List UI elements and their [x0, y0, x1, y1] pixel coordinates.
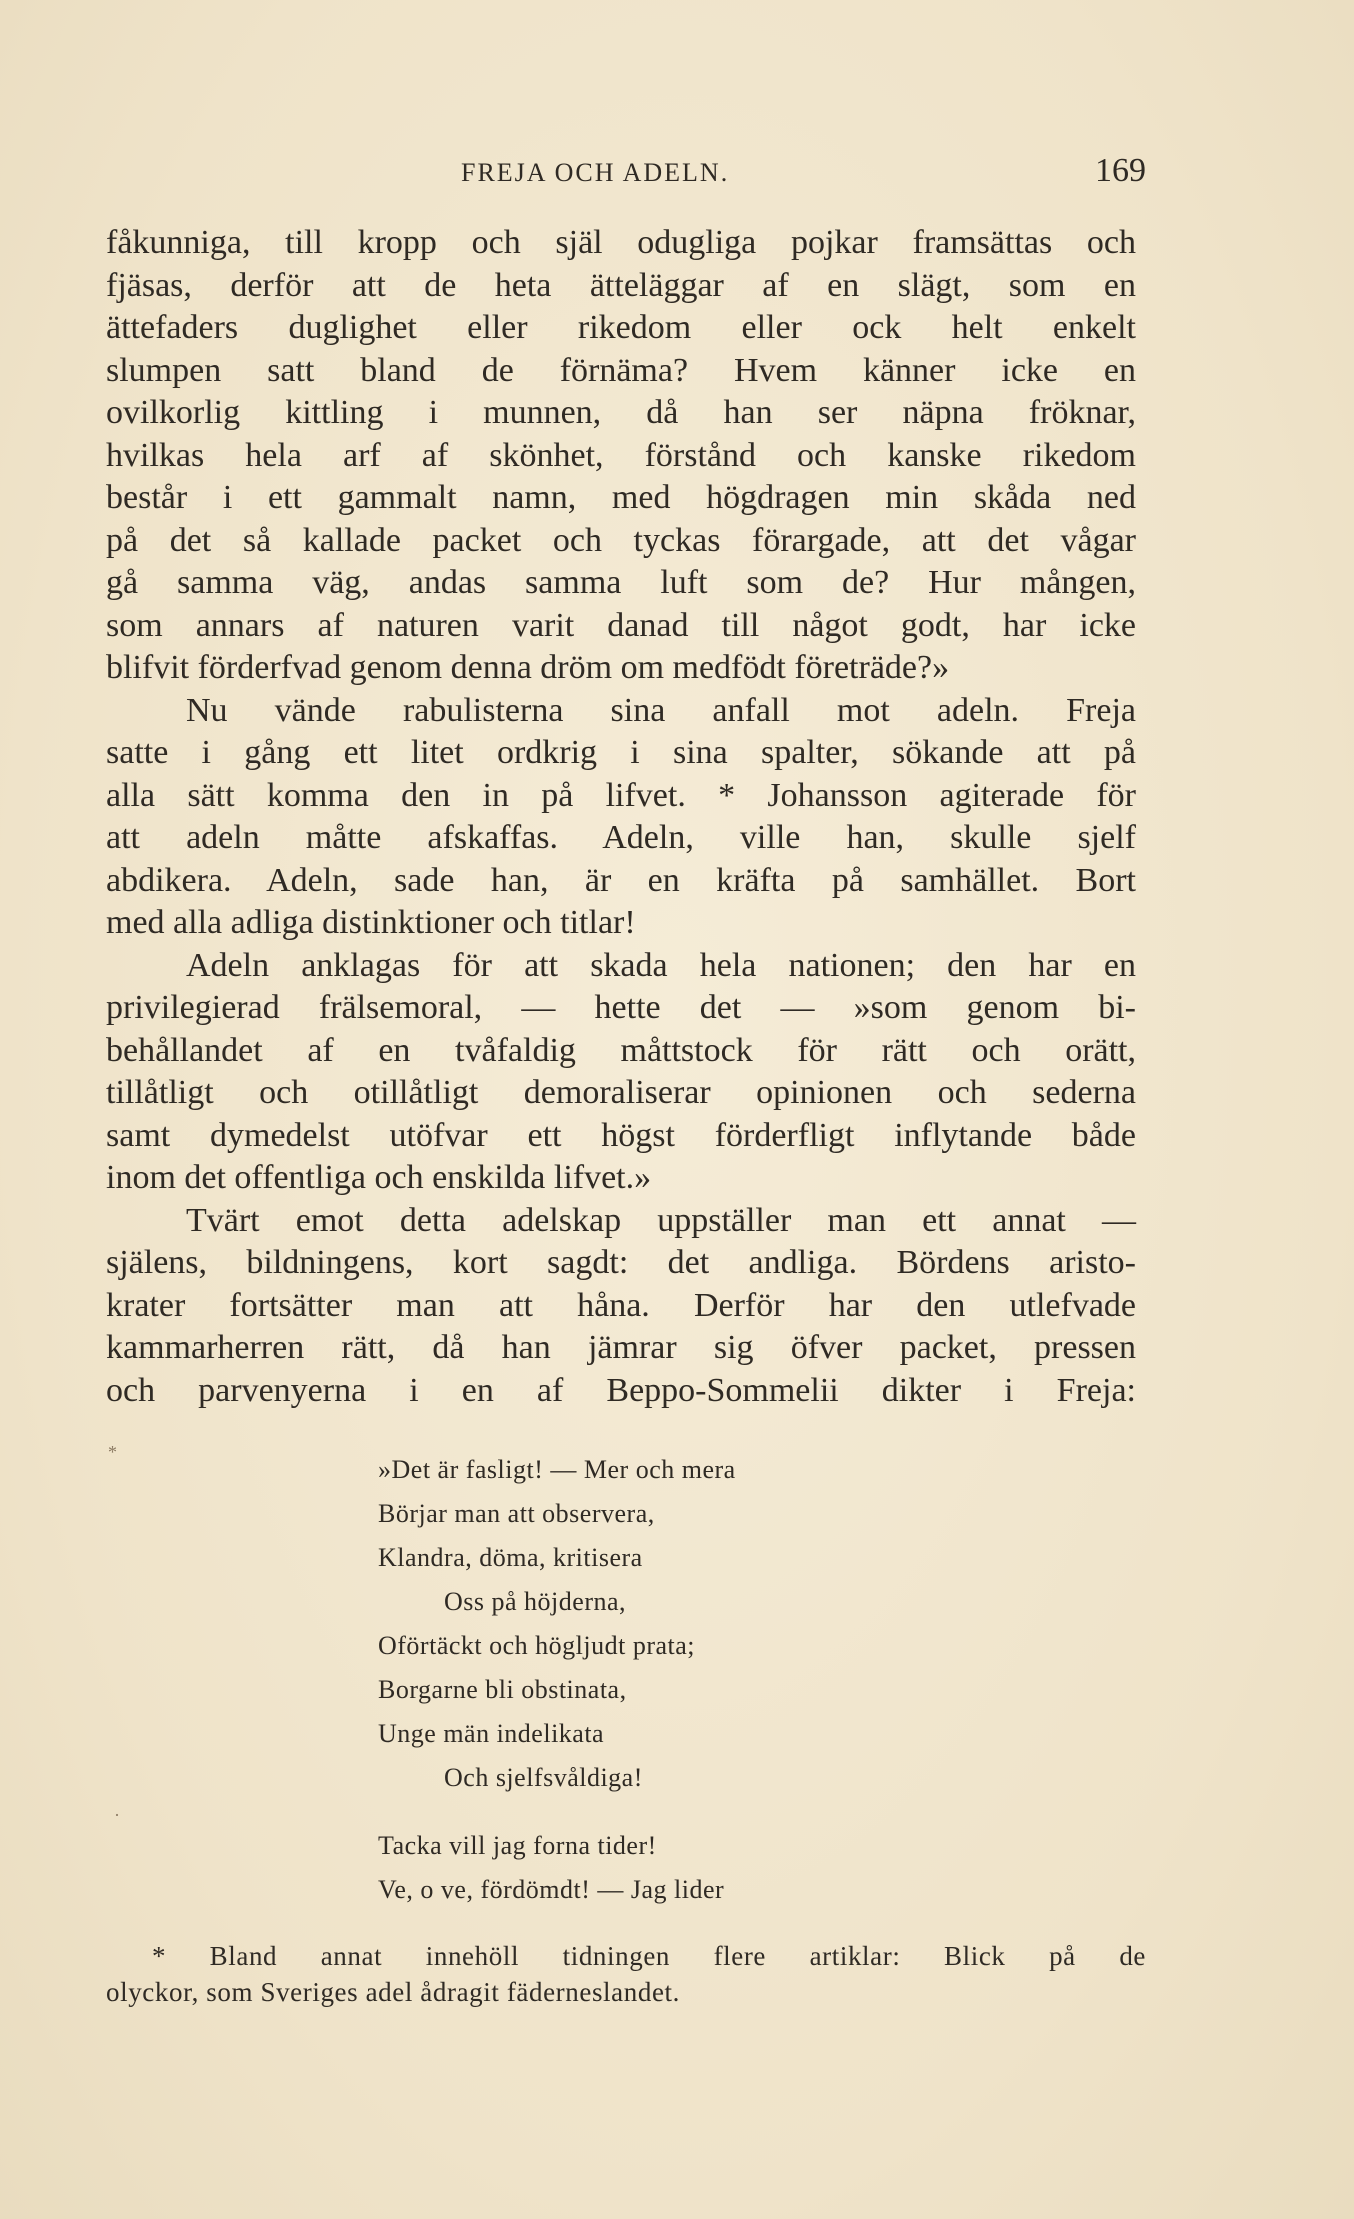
footnote: [106, 1938, 1146, 2010]
text-line: själens, bildningens, kort sagdt: det andliga. Bördens aristo-: [106, 1244, 1136, 1281]
text-line: att adeln måtte afskaffas. Adeln, ville han, skulle sjelf: [106, 819, 1136, 856]
footnote-line: olyckor, som Sveriges adel ådragit fäderneslandet.: [106, 1977, 680, 2007]
poem-line: Ve, o ve, fördömdt! — Jag lider: [378, 1875, 725, 1904]
text-line: gå samma väg, andas samma luft som de? Hur mången,: [106, 564, 1136, 601]
text-line: privilegierad frälsemoral, — hette det — »som genom bi-: [106, 989, 1136, 1026]
text-line: slumpen satt bland de förnäma? Hvem känner icke en: [106, 351, 1136, 389]
text-line: krater fortsätter man att håna. Derför har den utlefvade: [106, 1286, 1136, 1324]
text-line: består i ett gammalt namn, med högdragen min skåda ned: [106, 479, 1136, 516]
poem-line: Borgarne bli obstinata,: [378, 1675, 627, 1704]
text-line: och parvenyerna i en af Beppo-Sommelii dikter i Freja:: [106, 1371, 1136, 1409]
text-line: alla sätt komma den in på lifvet. * Johansson agiterade för: [106, 776, 1136, 814]
text-line: samt dymedelst utöfvar ett högst förderfligt inflytande både: [106, 1116, 1136, 1154]
text-line: Tvärt emot detta adelskap uppställer man ett annat —: [186, 1201, 1136, 1239]
running-title: FREJA OCH ADELN.: [461, 158, 730, 187]
poem-line: Och sjelfsvåldiga!: [444, 1763, 643, 1792]
page-header: [106, 150, 1146, 200]
stanza-break: [378, 1800, 978, 1824]
footnote-line: * Bland annat innehöll tidningen flere artiklar: Blick på de: [152, 1941, 1146, 1971]
text-line: abdikera. Adeln, sade han, är en kräfta på samhället. Bort: [106, 861, 1136, 899]
poem-line: »Det är fasligt! — Mer och mera: [378, 1455, 736, 1484]
text-line: fåkunniga, till kropp och själ odugliga pojkar framsättas och: [106, 224, 1136, 261]
paper-speck: ·: [114, 1805, 120, 1825]
text-line: kammarherren rätt, då han jämrar sig öfver packet, pressen: [106, 1329, 1136, 1366]
text-line: Adeln anklagas för att skada hela nationen; den har en: [186, 946, 1136, 984]
poem-quotation: [378, 1448, 978, 1912]
text-line: tillåtligt och otillåtligt demoraliserar opinionen och sederna: [106, 1074, 1136, 1111]
poem-line: Tacka vill jag forna tider!: [378, 1831, 657, 1860]
page-number: 169: [1095, 152, 1146, 189]
text-line: som annars af naturen varit danad till något godt, har icke: [106, 606, 1136, 644]
poem-line: Unge män indelikata: [378, 1719, 605, 1748]
text-line: blifvit förderfvad genom denna dröm om medfödt företräde?»: [106, 649, 950, 686]
text-line: med alla adliga distinktioner och titlar!: [106, 904, 636, 941]
text-line: Nu vände rabulisterna sina anfall mot adeln. Freja: [186, 691, 1136, 729]
text-line: behållandet af en tvåfaldig måttstock för rätt och orätt,: [106, 1031, 1136, 1069]
text-line: hvilkas hela arf af skönhet, förstånd och kanske rikedom: [106, 436, 1136, 474]
text-line: på det så kallade packet och tyckas förargade, att det vågar: [106, 521, 1136, 559]
body-text: [106, 222, 1136, 1412]
text-line: ättefaders duglighet eller rikedom eller ock helt enkelt: [106, 309, 1136, 346]
paper-speck: *: [108, 1442, 117, 1462]
poem-line: Börjar man att observera,: [378, 1499, 655, 1528]
poem-line: Oförtäckt och högljudt prata;: [378, 1631, 696, 1660]
text-line: satte i gång ett litet ordkrig i sina spalter, sökande att på: [106, 734, 1136, 771]
text-line: inom det offentliga och enskilda lifvet.»: [106, 1159, 652, 1196]
poem-line: Klandra, döma, kritisera: [378, 1543, 643, 1572]
text-line: ovilkorlig kittling i munnen, då han ser näpna fröknar,: [106, 394, 1136, 431]
poem-line: Oss på höjderna,: [444, 1587, 627, 1616]
text-line: fjäsas, derför att de heta ätteläggar af en slägt, som en: [106, 266, 1136, 304]
